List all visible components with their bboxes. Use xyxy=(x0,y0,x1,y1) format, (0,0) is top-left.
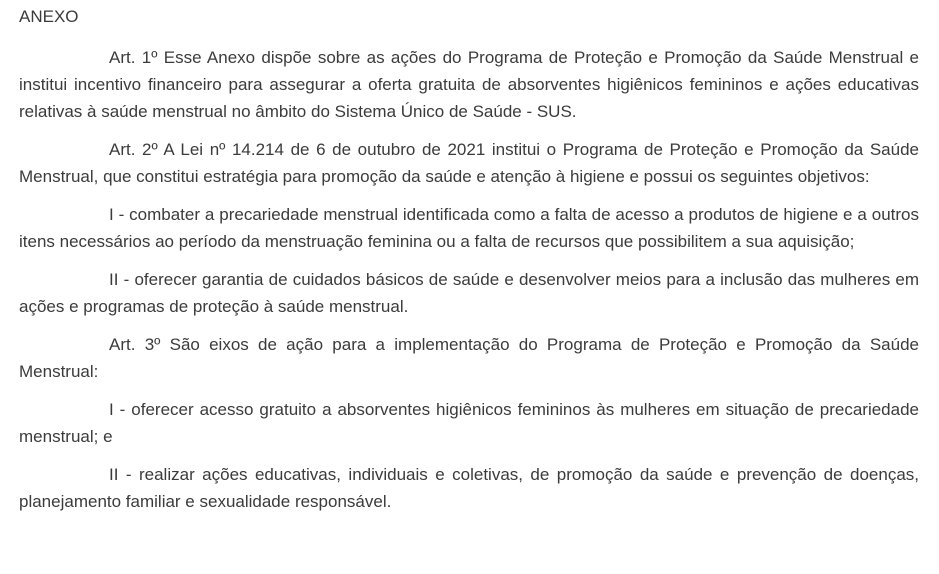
document-heading: ANEXO xyxy=(19,7,79,26)
paragraph-art-3: Art. 3º São eixos de ação para a implementação do Programa de Proteção e Promoção da Saúde Menstrual: xyxy=(19,335,919,381)
paragraph-art-1: Art. 1º Esse Anexo dispõe sobre as ações do Programa de Proteção e Promoção da Saúde Menstrual e institui incentivo financeiro para assegurar a oferta gratuita de absorventes higiênicos femininos e ações educativas relativas à saúde menstrual no âmbito do Sistema Único de Saúde - SUS. xyxy=(19,48,919,121)
paragraph-art-2-item-ii: II - oferecer garantia de cuidados básicos de saúde e desenvolver meios para a inclusão das mulheres em ações e programas de proteção à saúde menstrual. xyxy=(19,270,919,316)
paragraph-art-3-item-ii: II - realizar ações educativas, individuais e coletivas, de promoção da saúde e prevenção de doenças, planejamento familiar e sexualidade responsável. xyxy=(19,465,919,511)
document-body xyxy=(19,4,919,526)
paragraph-art-3-item-i: I - oferecer acesso gratuito a absorventes higiênicos femininos às mulheres em situação de precariedade menstrual; e xyxy=(19,400,919,446)
paragraph-art-2-item-i: I - combater a precariedade menstrual identificada como a falta de acesso a produtos de higiene e a outros itens necessários ao período da menstruação feminina ou a falta de recursos que possibilitem a sua aquisição; xyxy=(19,205,919,251)
paragraph-art-2: Art. 2º A Lei nº 14.214 de 6 de outubro de 2021 institui o Programa de Proteção e Promoção da Saúde Menstrual, que constitui estratégia para promoção da saúde e atenção à higiene e possui os seguintes objetivos: xyxy=(19,140,919,186)
